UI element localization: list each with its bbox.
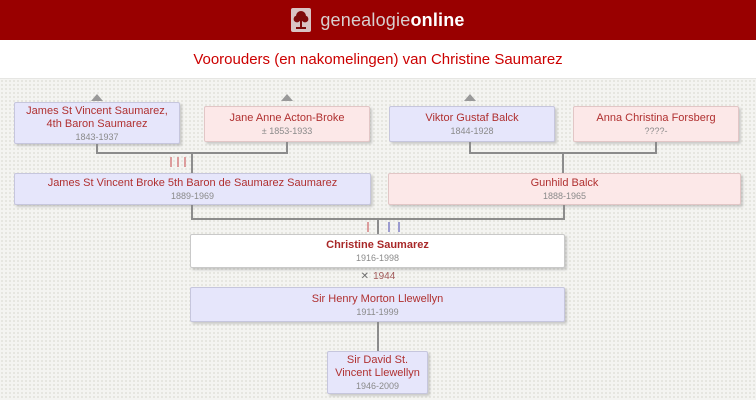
expand-ancestors-icon[interactable] — [464, 94, 476, 101]
person-name: Viktor Gustaf Balck — [425, 112, 519, 124]
marriage-icon: ✕ — [360, 271, 370, 282]
person-box-christine-saumarez[interactable] — [190, 234, 565, 268]
header-bar — [0, 0, 756, 40]
connector-line — [191, 152, 193, 173]
connector-line — [563, 205, 565, 219]
connector-line — [562, 152, 564, 173]
title-bar — [0, 40, 756, 78]
sibling-tick-sister[interactable] — [177, 157, 179, 167]
sibling-tick-sister[interactable] — [184, 157, 186, 167]
sibling-tick-brother[interactable] — [398, 222, 400, 232]
person-name: Jane Anne Acton-Broke — [229, 112, 345, 124]
person-box-gunhild-balck[interactable] — [388, 173, 741, 205]
person-years: 1911-1999 — [356, 306, 399, 317]
person-years: 1946-2009 — [355, 381, 400, 391]
person-name: Sir Henry Morton Llewellyn — [311, 292, 444, 305]
person-name: Gunhild Balck — [530, 177, 599, 189]
page-title: Voorouders (en nakomelingen) van Christine Saumarez — [193, 50, 563, 68]
site-wordmark[interactable] — [320, 10, 464, 31]
sibling-tick-brother[interactable] — [388, 222, 390, 232]
sibling-tick-sister[interactable] — [367, 222, 369, 232]
connector-line — [191, 205, 193, 219]
person-name: James St Vincent Saumarez, 4th Baron Saumarez — [26, 104, 168, 130]
expand-ancestors-icon[interactable] — [281, 94, 293, 101]
marriage-year: 1944 — [373, 271, 396, 282]
person-years: 1889-1969 — [170, 191, 215, 201]
person-name: Sir David St. Vincent Llewellyn — [335, 354, 420, 379]
person-box-james-4th-baron-saumarez[interactable] — [14, 102, 180, 144]
person-name: Anna Christina Forsberg — [596, 112, 716, 124]
brand-second: online — [410, 9, 465, 30]
person-box-anna-christina-forsberg[interactable] — [573, 106, 739, 142]
sibling-tick-sister[interactable] — [170, 157, 172, 167]
person-box-henry-morton-llewellyn[interactable] — [190, 287, 565, 322]
person-box-jane-anne-acton-broke[interactable] — [204, 106, 370, 142]
person-years: 1888-1965 — [542, 191, 587, 201]
person-box-viktor-gustaf-balck[interactable] — [389, 106, 555, 142]
person-name: James St Vincent Broke 5th Baron de Saumarez Saumarez — [47, 177, 338, 189]
marriage-label — [308, 271, 448, 282]
connector-line — [377, 218, 379, 234]
person-box-david-st-vincent-llewellyn[interactable] — [327, 351, 428, 394]
expand-ancestors-icon[interactable] — [91, 94, 103, 101]
connector-line — [377, 322, 379, 351]
tree-logo-glyph — [293, 10, 309, 30]
brand-first: genealogie — [320, 9, 411, 30]
person-years: 1844-1928 — [450, 126, 494, 136]
person-years: ????- — [644, 126, 668, 136]
person-years: 1843-1937 — [75, 131, 119, 142]
person-years: 1916-1998 — [355, 253, 400, 263]
family-tree-canvas — [0, 78, 756, 400]
person-box-james-5th-baron-de-saumarez[interactable] — [14, 173, 371, 205]
tree-logo-icon[interactable] — [291, 8, 311, 32]
person-years: ± 1853-1933 — [261, 126, 313, 136]
person-name: Christine Saumarez — [326, 239, 429, 251]
